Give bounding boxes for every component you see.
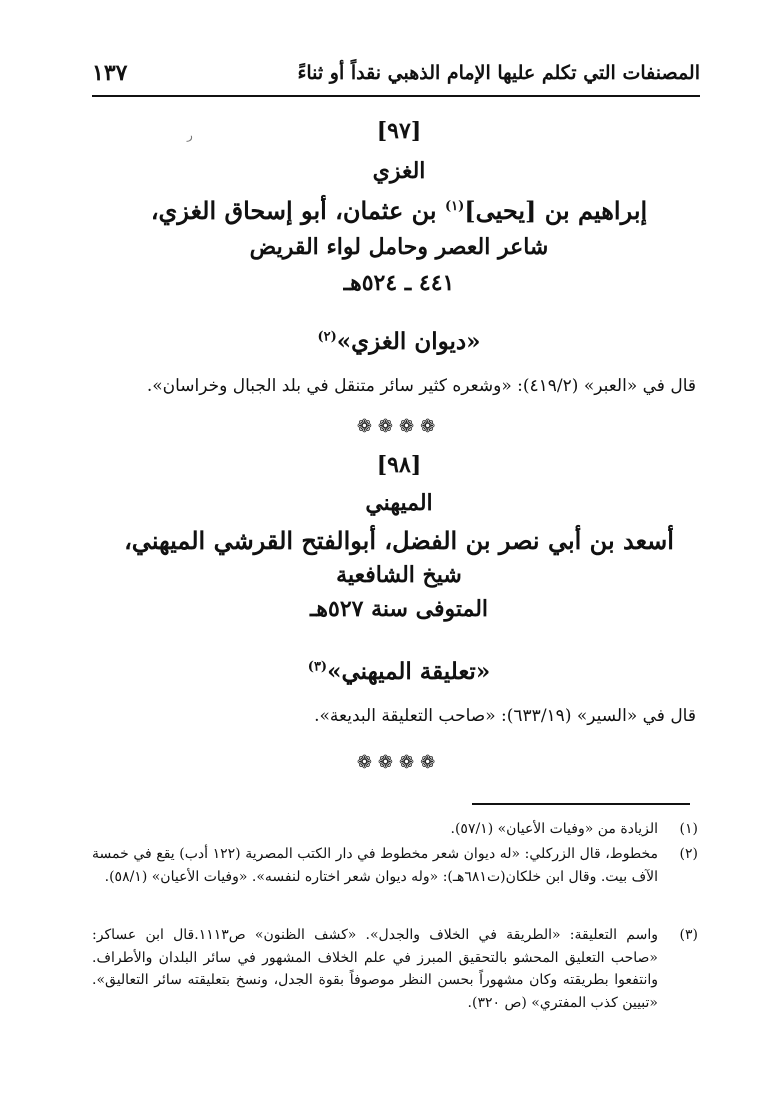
footnote-text: واسم التعليقة: «الطريقة في الخلاف والجدل». «كشف الظنون» ص١١١٣.قال ابن عساكر: «صاحب التعليق المحشو بالتحقيق المبرز في علم الخلاف المشهور في سائر البلدان والأطراف. وانتفعوا بطريقته وكان مشهوراً بحسن النظر موصوفاً بقوة الجدل، ونسخ بتعليقته سائر التعاليق». «تبيين كذب المفتري» (ص ٣٢٠). bbox=[92, 927, 658, 1011]
header-rule bbox=[92, 95, 700, 97]
page-header bbox=[92, 58, 700, 94]
entry-number-97: [٩٧] bbox=[376, 118, 422, 144]
running-title: المصنفات التي تكلم عليها الإمام الذهبي نقداً أو ثناءً bbox=[297, 62, 700, 84]
entry-title-98: شيخ الشافعية bbox=[336, 562, 462, 588]
entry-name-98: أسعد بن أبي نصر بن الفضل، أبوالفتح القرشي الميهني، bbox=[124, 526, 674, 555]
footnote-ref-3[interactable]: (٣) bbox=[307, 659, 328, 675]
footnote-number: (٢) bbox=[679, 846, 698, 862]
entry-number-98: [٩٨] bbox=[376, 452, 422, 478]
footnote-number: (٣) bbox=[679, 927, 698, 943]
entry-dates-97: ٤٤١ ـ ٥٢٤هـ bbox=[343, 270, 455, 296]
page-number: ١٣٧ bbox=[92, 60, 128, 86]
footnote-text: الزيادة من «وفيات الأعيان» (٥٧/١). bbox=[450, 821, 658, 837]
book-title-97 bbox=[100, 328, 698, 355]
footnote-ref-1[interactable]: (١) bbox=[444, 199, 465, 214]
footnote-number: (١) bbox=[679, 821, 698, 837]
entry-nisba-97: الغزي bbox=[372, 158, 426, 184]
section-ornament: ❁❁❁❁ bbox=[356, 752, 442, 773]
footnote-1 bbox=[92, 818, 698, 841]
entry-title-97: شاعر العصر وحامل لواء القريض bbox=[249, 234, 549, 260]
book-title-98-text: «تعليقة الميهني» bbox=[327, 658, 491, 685]
entry-nisba-98: الميهني bbox=[365, 490, 433, 516]
footnote-3 bbox=[92, 924, 698, 1014]
quote-98: قال في «السير» (٦٣٣/١٩): «صاحب التعليقة البديعة». bbox=[314, 706, 696, 726]
section-ornament: ❁❁❁❁ bbox=[356, 416, 442, 437]
quote-97: قال في «العبر» (٤١٩/٢): «وشعره كثير سائر متنقل في بلد الجبال وخراسان». bbox=[146, 376, 696, 396]
entry-name-97-part1: إبراهيم بن [يحيى] bbox=[464, 196, 648, 225]
footnote-2 bbox=[92, 843, 698, 888]
entry-name-97 bbox=[100, 196, 698, 225]
entry-name-97-part2: بن عثمان، أبو إسحاق الغزي، bbox=[150, 196, 445, 225]
book-title-97-text: «ديوان الغزي» bbox=[336, 328, 481, 355]
footnote-ref-2[interactable]: (٢) bbox=[317, 329, 337, 345]
footnote-text: مخطوط، قال الزركلي: «له ديوان شعر مخطوط في دار الكتب المصرية (١٢٢ أدب) يقع في خمسة الآف بيت. وقال ابن خلكان(ت٦٨١هـ): «وله ديوان شعر اختاره لنفسه». «وفيات الأعيان» (٥٨/١). bbox=[92, 846, 658, 885]
entry-dates-98: المتوفى سنة ٥٢٧هـ bbox=[309, 596, 489, 622]
footnote-rule bbox=[472, 803, 690, 805]
margin-mark: ر bbox=[187, 128, 193, 142]
book-title-98 bbox=[100, 658, 698, 685]
